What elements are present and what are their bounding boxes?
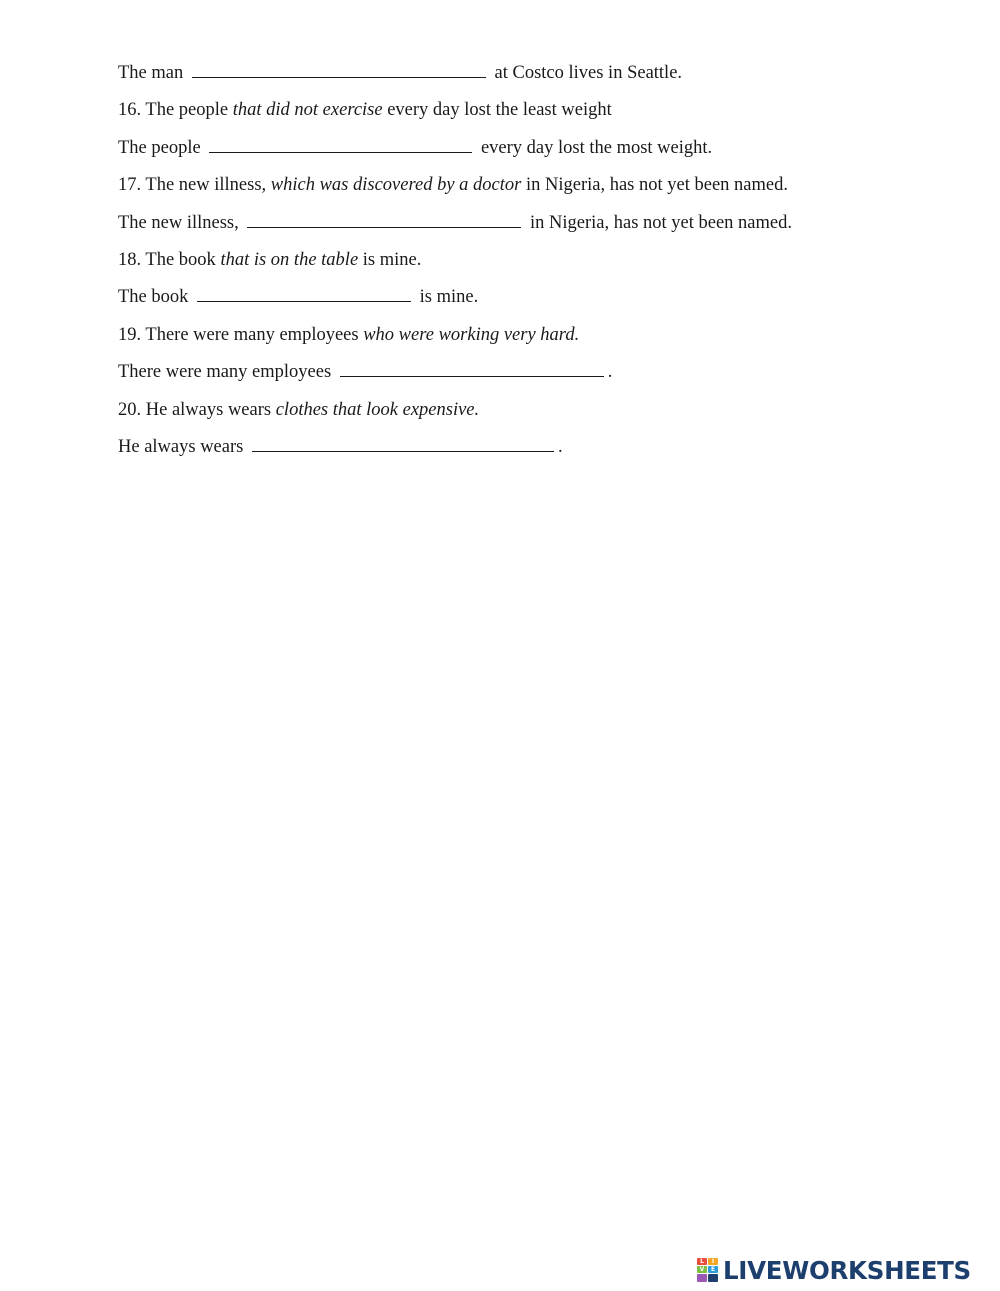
logo-mark-tile xyxy=(697,1274,707,1282)
italic-phrase: that did not exercise xyxy=(232,100,383,121)
exercise-line-20-prompt xyxy=(118,392,978,429)
italic-phrase: clothes that look expensive. xyxy=(275,399,480,420)
sentence-text: The book xyxy=(118,287,194,308)
sentence-text: 19. There were many employees xyxy=(118,324,364,345)
logo-mark-tile: V xyxy=(697,1266,707,1273)
sentence-text: every day lost the most weight. xyxy=(476,137,713,158)
sentence-text: The new illness, xyxy=(118,212,244,233)
sentence-text: . xyxy=(557,436,563,457)
logo-mark-tile: E xyxy=(708,1266,718,1273)
exercise-line-17-prompt xyxy=(118,167,978,204)
sentence-text: 16. The people xyxy=(118,100,233,121)
exercise-line-18-answer xyxy=(118,279,978,316)
logo-mark-tile: I xyxy=(708,1258,718,1265)
italic-phrase: that is on the table xyxy=(220,249,359,270)
sentence-text: every day lost the least weight xyxy=(382,100,612,121)
sentence-text: in Nigeria, has not yet been named. xyxy=(525,212,792,233)
sentence-text: He always wears xyxy=(118,436,248,457)
answer-blank[interactable] xyxy=(252,432,554,452)
sentence-text: The man xyxy=(118,63,188,83)
sentence-text: . xyxy=(607,362,613,383)
exercise-line-17-answer xyxy=(118,205,978,242)
italic-phrase: which was discovered by a doctor xyxy=(270,175,522,196)
sentence-text: at Costco lives in Seattle. xyxy=(489,63,683,83)
liveworksheets-logo-icon xyxy=(697,1258,719,1282)
exercise-line-15-answer xyxy=(118,55,978,92)
sentence-text: 20. He always wears xyxy=(118,399,276,420)
logo-text: LIVEWORKSHEETS xyxy=(723,1255,971,1285)
sentence-text: There were many employees xyxy=(118,362,336,383)
sentence-text: is mine. xyxy=(415,287,479,308)
italic-phrase: who were working very hard. xyxy=(363,324,580,345)
exercise-line-20-answer xyxy=(118,429,978,466)
answer-blank[interactable] xyxy=(340,357,604,377)
answer-blank[interactable] xyxy=(247,208,521,228)
liveworksheets-logo[interactable] xyxy=(697,1257,971,1283)
answer-blank[interactable] xyxy=(192,58,486,78)
exercise-line-19-prompt xyxy=(118,317,978,354)
logo-mark-tile: L xyxy=(697,1258,707,1265)
sentence-text: in Nigeria, has not yet been named. xyxy=(521,175,788,196)
answer-blank[interactable] xyxy=(197,282,411,302)
exercise-line-19-answer xyxy=(118,354,978,391)
worksheet-body xyxy=(118,55,978,466)
sentence-text: The people xyxy=(118,137,206,158)
sentence-text: 17. The new illness, xyxy=(118,175,271,196)
exercise-line-18-prompt xyxy=(118,242,978,279)
sentence-text: 18. The book xyxy=(118,249,221,270)
answer-blank[interactable] xyxy=(209,133,472,153)
exercise-line-16-prompt xyxy=(118,92,978,129)
exercise-line-16-answer xyxy=(118,130,978,167)
logo-mark-tile xyxy=(708,1274,718,1282)
sentence-text: is mine. xyxy=(358,249,422,270)
